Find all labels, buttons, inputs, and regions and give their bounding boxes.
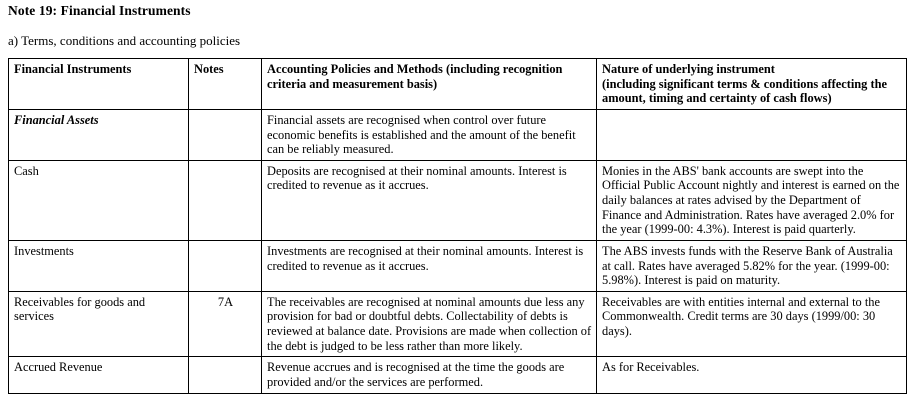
table-row: [9, 240, 907, 291]
cell-instrument: Receivables for goods and services: [9, 291, 189, 357]
header-accounting-policies: Accounting Policies and Methods (including recognition criteria and measurement basis): [262, 59, 597, 110]
table-row: [9, 160, 907, 240]
cell-nature: [597, 109, 907, 160]
cell-instrument: Accrued Revenue: [9, 357, 189, 393]
table-row: [9, 291, 907, 357]
header-notes: Notes: [189, 59, 262, 110]
cell-notes: [189, 109, 262, 160]
cell-nature: Monies in the ABS' bank accounts are swept into the Official Public Account nightly and interest is earned on the daily balances at rates advised by the Department of Finance and Administration. Rates have averaged 2.0% for the year (1999-00: 4.3%). Interest is paid quarterly.: [597, 160, 907, 240]
cell-instrument: Investments: [9, 240, 189, 291]
table-row: [9, 357, 907, 393]
cell-policy: Financial assets are recognised when control over future economic benefits is established and the amount of the benefit can be reliably measured.: [262, 109, 597, 160]
header-nature-of-instrument: [597, 59, 907, 110]
table-row: [9, 109, 907, 160]
cell-nature: Receivables are with entities internal and external to the Commonwealth. Credit terms are 30 days (1999/00: 30 days).: [597, 291, 907, 357]
cell-notes: 7A: [189, 291, 262, 357]
cell-nature: As for Receivables.: [597, 357, 907, 393]
cell-notes: [189, 357, 262, 393]
header-nature-line2: (including significant terms & conditions affecting the amount, timing and certainty of cash flows): [602, 76, 887, 106]
cell-instrument: Cash: [9, 160, 189, 240]
cell-policy: Investments are recognised at their nominal amounts. Interest is credited to revenue as it accrues.: [262, 240, 597, 291]
table-header-row: [9, 59, 907, 110]
cell-nature: The ABS invests funds with the Reserve Bank of Australia at call. Rates have averaged 5.82% for the year. (1999-00: 5.98%). Interest is paid on maturity.: [597, 240, 907, 291]
cell-policy: The receivables are recognised at nominal amounts due less any provision for bad or doubtful debts. Collectability of debts is reviewed at balance date. Provisions are made when collection of the debt is judged to be less rather than more likely.: [262, 291, 597, 357]
section-label: a) Terms, conditions and accounting policies: [8, 33, 241, 48]
cell-notes: [189, 160, 262, 240]
cell-policy: Deposits are recognised at their nominal amounts. Interest is credited to revenue as it accrues.: [262, 160, 597, 240]
cell-policy: Revenue accrues and is recognised at the time the goods are provided and/or the services are performed.: [262, 357, 597, 393]
header-nature-line1: Nature of underlying instrument: [602, 62, 775, 76]
financial-instruments-table: [8, 58, 907, 394]
cell-notes: [189, 240, 262, 291]
page-title: Note 19: Financial Instruments: [8, 3, 191, 18]
header-financial-instruments: Financial Instruments: [9, 59, 189, 110]
cell-instrument: Financial Assets: [9, 109, 189, 160]
